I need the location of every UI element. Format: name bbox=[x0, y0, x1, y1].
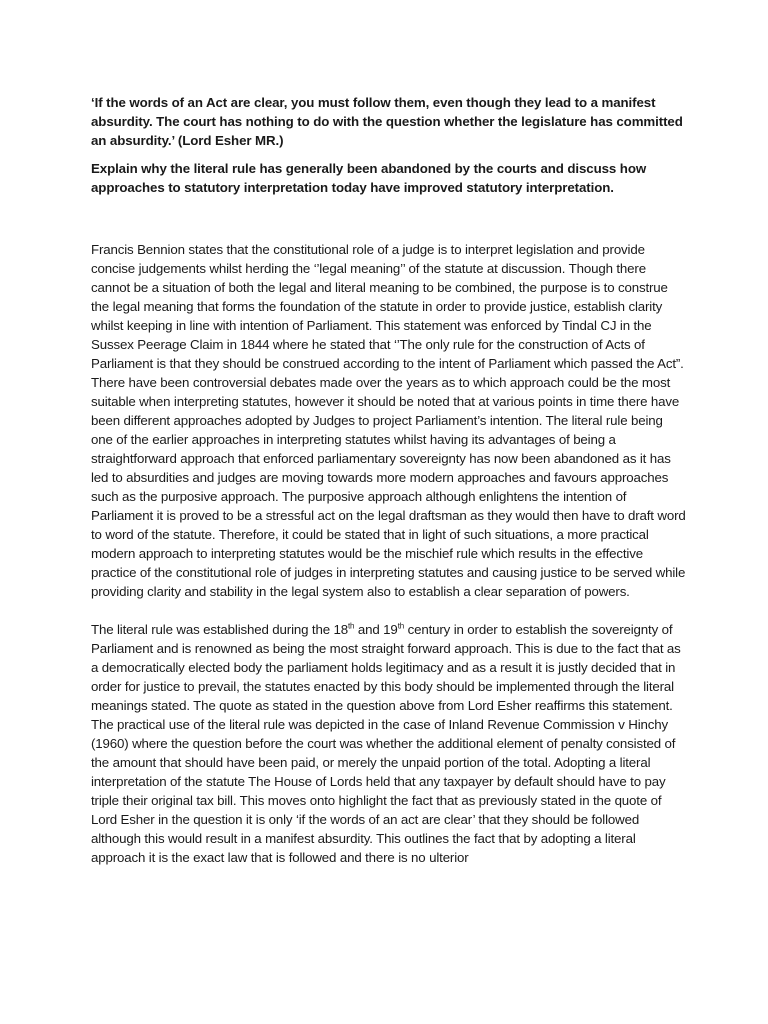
document-page bbox=[91, 93, 686, 867]
superscript-th-1: th bbox=[347, 621, 355, 631]
superscript-th-2: th bbox=[397, 621, 405, 631]
question-quote: ‘If the words of an Act are clear, you must follow them, even though they lead to a manifest absurdity. The court has nothing to do with the question whether the legislature has committed an absurdity.’ (Lord Esher MR.) bbox=[91, 95, 683, 148]
essay-paragraph-2 bbox=[91, 620, 686, 867]
paragraph-2-text-b: and 19 bbox=[354, 622, 398, 637]
paragraph-2-text-c: century in order to establish the sovereignty of Parliament and is renowned as being the most straight forward approach. This is due to the fact that as a democratically elected body the parliament holds legitimacy and as a result it is justly decided that in order for justice to prevail, the statutes enacted by this body should be implemented through the literal meanings stated. The quote as stated in the question above from Lord Esher reaffirms this statement. The practical use of the literal rule was depicted in the case of Inland Revenue Commission v Hinchy (1960) where the question before the court was whether the additional element of penalty consisted of the amount that should have been paid, or merely the unpaid portion of the total. Adopting a literal interpretation of the statute The House of Lords held that any taxpayer by default should have to pay triple their original tax bill. This moves onto highlight the fact that as previously stated in the quote of Lord Esher in the question it is only ‘if the words of an act are clear’ that they should be followed although this would result in a manifest absurdity. This outlines the fact that by adopting a literal approach it is the exact law that is followed and there is no ulterior bbox=[91, 622, 681, 865]
question-task: Explain why the literal rule has generally been abandoned by the courts and discuss how approaches to statutory interpretation today have improved statutory interpretation. bbox=[91, 161, 647, 195]
essay-paragraph-1: Francis Bennion states that the constitutional role of a judge is to interpret legislation and provide concise judgements whilst herding the ‘’legal meaning’’ of the statute at discussion. Though there cannot be a situation of both the legal and literal meaning to be combined, the purpose is to construe the legal meaning that forms the foundation of the statute in order to provide justice, establish clarity whilst keeping in line with intention of Parliament. This statement was enforced by Tindal CJ in the Sussex Peerage Claim in 1844 where he stated that ‘’The only rule for the construction of Acts of Parliament is that they should be construed according to the intent of Parliament which passed the Act”. There have been controversial debates made over the years as to which approach could be the most suitable when interpreting statutes, however it should be noted that at various points in time there have been different approaches adopted by Judges to project Parliament’s intention. The literal rule being one of the earlier approaches in interpreting statutes whilst having its advantages of being a straightforward approach that enforced parliamentary sovereignty has now been abandoned as it has led to absurdities and judges are moving towards more modern approaches and favours approaches such as the purposive approach. The purposive approach although enlightens the intention of Parliament it is proved to be a stressful act on the legal draftsman as they would then have to draft word to word of the statute. Therefore, it could be stated that in light of such situations, a more practical modern approach to interpreting statutes would be the mischief rule which results in the effective practice of the constitutional role of judges in interpreting statutes and causing justice to be served while providing clarity and stability in the legal system also to establish a clear separation of powers. bbox=[91, 242, 686, 599]
paragraph-2-text-a: The literal rule was established during the 18 bbox=[91, 622, 348, 637]
